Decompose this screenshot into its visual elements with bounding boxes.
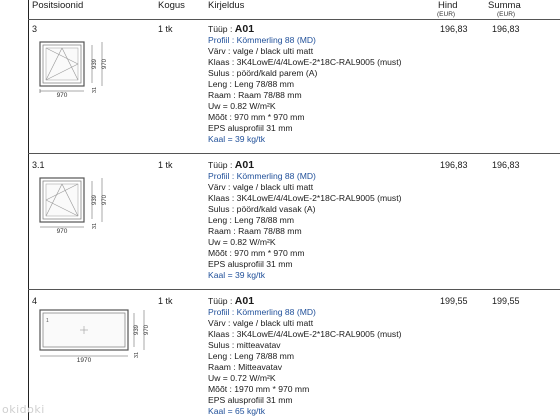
- item-price: 196,83: [440, 24, 468, 34]
- item-quantity: 1 tk: [158, 296, 173, 306]
- profile-line: Profiil : Kömmerling 88 (MD): [208, 35, 316, 45]
- pane-number-marker: 1: [46, 318, 49, 324]
- window-glass: [46, 48, 78, 80]
- inner-height-label: 939: [92, 194, 98, 206]
- window-drawing-fixed: [30, 306, 158, 366]
- left-border: [28, 0, 29, 420]
- type-line: Tüüp : A01: [208, 159, 255, 171]
- header-rule: [28, 19, 560, 20]
- bottom-profile-label: 31: [92, 86, 98, 94]
- type-line: Tüüp : A01: [208, 23, 255, 35]
- glass-line: Klaas : 3K4LowE/4/4LowE-2*18C-RAL9005 (must): [208, 329, 402, 339]
- frame-line: Raam : Mitteavatav: [208, 362, 283, 372]
- weight-line: Kaal = 39 kg/tk: [208, 270, 266, 280]
- item-position: 3: [32, 24, 38, 34]
- uw-line: Uw = 0.82 W/m²K: [208, 237, 276, 247]
- item-quantity: 1 tk: [158, 160, 173, 170]
- leng-line: Leng : Leng 78/88 mm: [208, 215, 294, 225]
- window-drawing-turn-tilt-left: [30, 176, 110, 236]
- height-label: 970: [102, 58, 108, 70]
- leng-line: Leng : Leng 78/88 mm: [208, 351, 294, 361]
- size-line: Mõõt : 970 mm * 970 mm: [208, 248, 305, 258]
- glass-line: Klaas : 3K4LowE/4/4LowE-2*18C-RAL9005 (must): [208, 193, 402, 203]
- uw-line: Uw = 0.72 W/m²K: [208, 373, 276, 383]
- sash-line: Sulus : pöörd/kald vasak (A): [208, 204, 316, 214]
- type-line: Tüüp : A01: [208, 295, 255, 307]
- item-total: 199,55: [492, 296, 520, 306]
- bottom-profile-label: 31: [92, 222, 98, 230]
- watermark: okidoki: [2, 403, 45, 416]
- eps-line: EPS alusprofiil 31 mm: [208, 123, 293, 133]
- inner-height-label: 939: [92, 58, 98, 70]
- item-total: 196,83: [492, 160, 520, 170]
- weight-line: Kaal = 65 kg/tk: [208, 406, 266, 416]
- frame-line: Raam : Raam 78/88 mm: [208, 90, 302, 100]
- item-description: [208, 24, 401, 145]
- sash-line: Sulus : pöörd/kald parem (A): [208, 68, 318, 78]
- type-code: A01: [234, 23, 255, 35]
- bottom-profile-label: 31: [134, 351, 140, 359]
- height-label: 970: [144, 324, 150, 336]
- uw-line: Uw = 0.82 W/m²K: [208, 101, 276, 111]
- item-position: 4: [32, 296, 38, 306]
- sash-line: Sulus : mitteavatav: [208, 340, 281, 350]
- width-dimension-label: 1970: [76, 357, 92, 364]
- header-description: Kirjeldus: [208, 0, 245, 11]
- row-separator: [28, 289, 560, 290]
- item-price: 196,83: [440, 160, 468, 170]
- profile-line: Profiil : Kömmerling 88 (MD): [208, 171, 316, 181]
- eps-line: EPS alusprofiil 31 mm: [208, 259, 293, 269]
- item-total: 196,83: [492, 24, 520, 34]
- size-line: Mõõt : 1970 mm * 970 mm: [208, 384, 310, 394]
- color-line: Värv : valge / black ulti matt: [208, 46, 314, 56]
- header-price: Hind: [438, 0, 458, 11]
- window-drawing-turn-tilt-right: [30, 40, 110, 100]
- color-line: Värv : valge / black ulti matt: [208, 182, 314, 192]
- size-line: Mõõt : 970 mm * 970 mm: [208, 112, 305, 122]
- window-glass: [46, 184, 78, 216]
- frame-line: Raam : Raam 78/88 mm: [208, 226, 302, 236]
- leng-line: Leng : Leng 78/88 mm: [208, 79, 294, 89]
- item-description: [208, 296, 401, 417]
- height-label: 970: [102, 194, 108, 206]
- inner-height-label: 939: [134, 324, 140, 336]
- type-code: A01: [234, 159, 255, 171]
- header-total-unit: (EUR): [497, 11, 516, 18]
- eps-line: EPS alusprofiil 31 mm: [208, 395, 293, 405]
- type-code: A01: [234, 295, 255, 307]
- header-quantity: Kogus: [158, 0, 185, 11]
- weight-line: Kaal = 39 kg/tk: [208, 134, 266, 144]
- row-separator: [28, 153, 560, 154]
- item-quantity: 1 tk: [158, 24, 173, 34]
- item-position: 3.1: [32, 160, 45, 170]
- item-price: 199,55: [440, 296, 468, 306]
- profile-line: Profiil : Kömmerling 88 (MD): [208, 307, 316, 317]
- item-description: [208, 160, 401, 281]
- color-line: Värv : valge / black ulti matt: [208, 318, 314, 328]
- header-position: Positsioonid: [32, 0, 84, 11]
- header-total: Summa: [488, 0, 521, 11]
- width-dimension-label: 970: [56, 92, 68, 99]
- header-price-unit: (EUR): [437, 11, 456, 18]
- width-dimension-label: 970: [56, 228, 68, 235]
- glass-line: Klaas : 3K4LowE/4/4LowE-2*18C-RAL9005 (must): [208, 57, 402, 67]
